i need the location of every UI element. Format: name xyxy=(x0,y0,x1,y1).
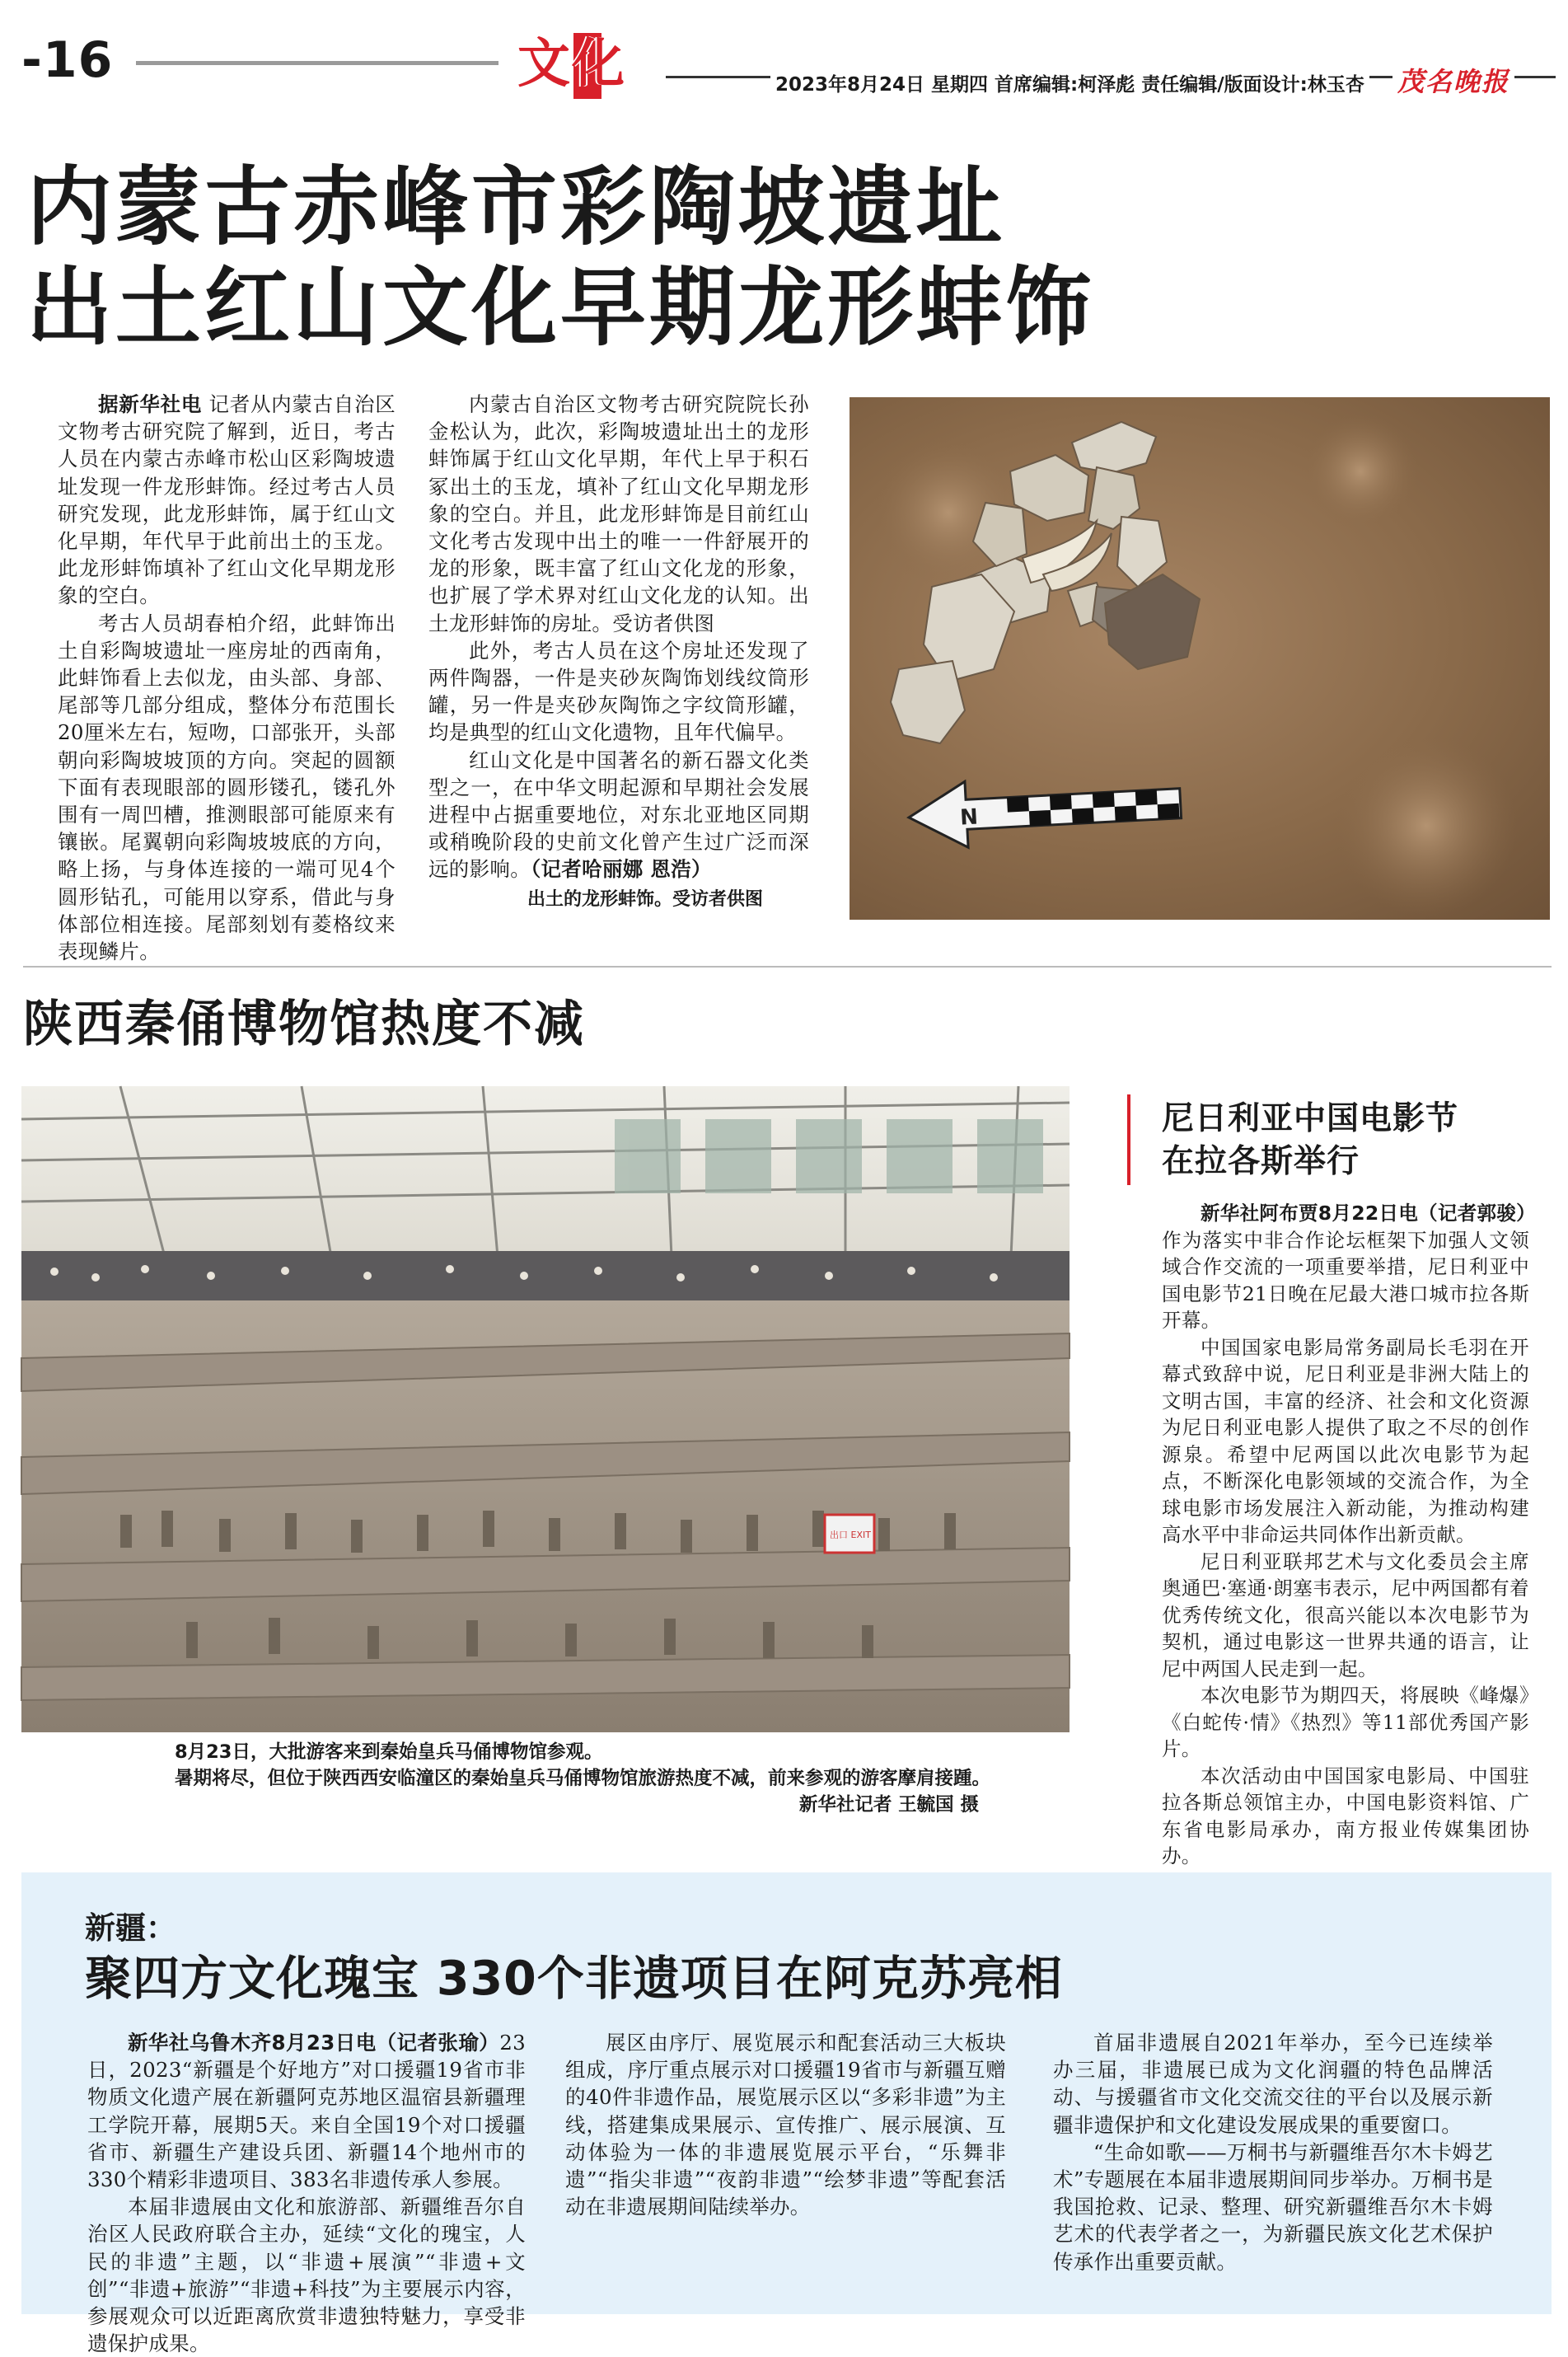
north-arrow-scale xyxy=(907,771,1182,850)
article4-column1 xyxy=(87,2029,526,2356)
article1-p4: 此外，考古人员在这个房址还发现了两件陶器，一件是夹砂灰陶饰划线纹筒形罐，另一件是夹砂灰陶饰之字纹筒形罐，均是典型的红山文化遗物，且年代偏早。 xyxy=(428,638,809,745)
article3-p2: 中国国家电影局常务副局长毛羽在开幕式致辞中说，尼日利亚是非洲大陆上的文明古国，丰富的经济、社会和文化资源为尼日利亚电影人提供了取之不尽的创作源泉。希望中尼两国以此次电影节为起点，不断深化电影领域的交流合作，为全球电影市场发展注入新动能，为推动构建高水平中非命运共同体作出新贡献。 xyxy=(1162,1335,1529,1546)
article3-dateline: 新华社阿布贾8月22日电（记者郭骏） xyxy=(1201,1202,1536,1225)
article3-rule xyxy=(1127,1094,1130,1185)
hall-windows xyxy=(615,1119,1043,1193)
article1-p3: 内蒙古自治区文物考古研究院院长孙金松认为，此次，彩陶坡遗址出土的龙形蚌饰属于红山文化早期，年代上早于积石冢出土的玉龙，填补了红山文化早期龙形象的空白。并且，此龙形蚌饰是目前红山文化考古发现中出土的唯一一件舒展开的龙的形象，既丰富了红山文化龙的形象，也扩展了学术界对红山文化龙的认知。出土龙形蚌饰的房址。受访者供图 xyxy=(428,392,809,635)
article3-headline-line2: 在拉各斯举行 xyxy=(1162,1143,1360,1180)
article4-p4: 首届非遗展自2021年举办，至今已连续举办三届，非遗展已成为文化润疆的特色品牌活动、与援疆省市文化交流交往的平台以及展示新疆非遗保护和文化建设发展成果的重要窗口。 xyxy=(1053,2031,1493,2137)
masthead-info: 2023年8月24日 星期四 首席编辑:柯泽彪 责任编辑/版面设计:林玉杏 xyxy=(770,73,1369,97)
article1-headline-line2: 出土红山文化早期龙形蚌饰 xyxy=(26,257,1095,358)
article2-headline: 陕西秦俑博物馆热度不减 xyxy=(23,996,585,1053)
exit-sign xyxy=(825,1515,874,1553)
article4-headline: 聚四方文化瑰宝 330个非遗项目在阿克苏亮相 xyxy=(85,1952,1063,2006)
article4-column2 xyxy=(565,2029,1006,2220)
article4-column3 xyxy=(1053,2029,1493,2275)
section-label xyxy=(517,33,658,99)
article3-column xyxy=(1162,1200,1536,1870)
article4-dateline: 新华社乌鲁木齐8月23日电（记者张瑜） xyxy=(128,2031,500,2055)
article3-headline-line1: 尼日利亚中国电影节 xyxy=(1162,1100,1459,1137)
article4-p5: “生命如歌——万桐书与新疆维吾尔木卡姆艺术”专题展在本届非遗展期间同步举办。万桐书是我国抢救、记录、整理、研究新疆维吾尔木卡姆艺术的代表学者之一，为新疆民族文化艺术保护传承作出重要贡献。 xyxy=(1053,2139,1493,2274)
section-divider-1 xyxy=(23,966,1552,968)
article1-headline xyxy=(26,157,1094,358)
dragon-shell-illustration xyxy=(850,397,1550,920)
exit-sign-text: 出口 EXIT xyxy=(830,1530,871,1540)
terracotta-hall-illustration xyxy=(21,1086,1070,1732)
article4-kicker: 新疆： xyxy=(85,1910,176,1946)
article4-p1: 23日，2023“新疆是个好地方”对口援疆19省市非物质文化遗产展在新疆阿克苏地区温宿县新疆理工学院开幕，展期5天。来自全国19个对口援疆省市、新疆生产建设兵团、新疆14个地州市的330个精彩非遗项目、383名非遗传承人参展。 xyxy=(87,2031,526,2192)
page-number: -16 xyxy=(21,31,114,89)
article2-caption-credit: 新华社记者 王毓国 摄 xyxy=(798,1794,979,1816)
article4-p2: 本届非遗展由文化和旅游部、新疆维吾尔自治区人民政府联合主办，延续“文化的瑰宝，人民的非遗”主题，以“非遗+展演”“非遗+文创”“非遗+旅游”“非遗+科技”为主要展示内容，参展观众可以近距离欣赏非遗独特魅力，享受非遗保护成果。 xyxy=(87,2195,526,2356)
article3-p4: 本次电影节为期四天，将展映《峰爆》《白蛇传·情》《热烈》等11部优秀国产影片。 xyxy=(1162,1684,1529,1760)
article2-caption-line2: 暑期将尽，但位于陕西西安临潼区的秦始皇兵马俑博物馆旅游热度不减，前来参观的游客摩肩接踵。 xyxy=(175,1768,991,1789)
article1-p1: 记者从内蒙古自治区文物考古研究院了解到，近日，考古人员在内蒙古赤峰市松山区彩陶坡遗址发现一件龙形蚌饰。经过考古人员研究发现，此龙形蚌饰，属于红山文化早期，年代早于此前出土的玉龙。此龙形蚌饰填补了红山文化早期龙形象的空白。 xyxy=(58,392,396,608)
terracotta-army-photo xyxy=(21,1086,1070,1732)
paper-logo: 茂名晚报 xyxy=(1392,66,1514,97)
article1-column1 xyxy=(58,391,396,965)
article3-p5: 本次活动由中国国家电影局、中国驻拉各斯总领馆主办，中国电影资料馆、广东省电影局承办，南方报业传媒集团协办。 xyxy=(1162,1764,1529,1867)
scale-north-letter: N xyxy=(959,804,979,831)
article2-caption xyxy=(175,1739,1065,1818)
masthead-rule-left xyxy=(136,61,498,65)
article4-p3: 展区由序厅、展览展示和配套活动三大板块组成，序厅重点展示对口援疆19省市与新疆互赠的40件非遗作品，展览展示区以“多彩非遗”为主线，搭建集成果展示、宣传推广、展示展演、互动体验为一体的非遗展览展示平台，“乐舞非遗”“指尖非遗”“夜韵非遗”“绘梦非遗”等配套活动在非遗展期间陆续举办。 xyxy=(565,2031,1006,2219)
article3-p3: 尼日利亚联邦艺术与文化委员会主席奥通巴·塞通·朗塞韦表示，尼中两国都有着优秀传统文化，很高兴能以本次电影节为契机，通过电影这一世界共通的语言，让尼中两国人民走到一起。 xyxy=(1162,1549,1529,1680)
article1-headline-line1: 内蒙古赤峰市彩陶坡遗址 xyxy=(26,157,1006,257)
article2-caption-line1: 8月23日，大批游客来到秦始皇兵马俑博物馆参观。 xyxy=(175,1741,603,1763)
article1-p5: 红山文化是中国著名的新石器文化类型之一，在中华文明起源和早期社会发展进程中占据重要地位，对东北亚地区同期或稍晚阶段的史前文化曾产生过广泛而深远的影响。 xyxy=(428,747,809,882)
dragon-shell-photo xyxy=(850,397,1550,920)
article1-dateline: 据新华社电 xyxy=(98,392,203,416)
article3-p1: 作为落实中非合作论坛框架下加强人文领域合作交流的一项重要举措，尼日利亚中国电影节21日晚在尼最大港口城市拉各斯开幕。 xyxy=(1162,1228,1529,1332)
section-title: 文化 xyxy=(517,34,626,95)
article1-column2 xyxy=(428,391,809,883)
article1-p2: 考古人员胡春柏介绍，此蚌饰出土自彩陶坡遗址一座房址的西南角，此蚌饰看上去似龙，由头部、身部、尾部等几部分组成，整体分布范围长20厘米左右，短吻，口部张开，头部朝向彩陶坡坡顶的方向。突起的圆额下面有表现眼部的圆形镂孔，镂孔外围有一周凹槽，推测眼部可能原来有镶嵌。尾翼朝向彩陶坡坡底的方向，略上扬，与身体连接的一端可见4个圆形钻孔，可能用以穿系，借此与身体部位相连接。尾部刻划有菱格纹来表现鳞片。 xyxy=(58,611,396,964)
article1-byline: （记者哈丽娜 恩浩） xyxy=(531,857,712,882)
article1-photo-caption: 出土的龙形蚌饰。受访者供图 xyxy=(527,889,764,910)
article3-headline xyxy=(1162,1098,1458,1183)
